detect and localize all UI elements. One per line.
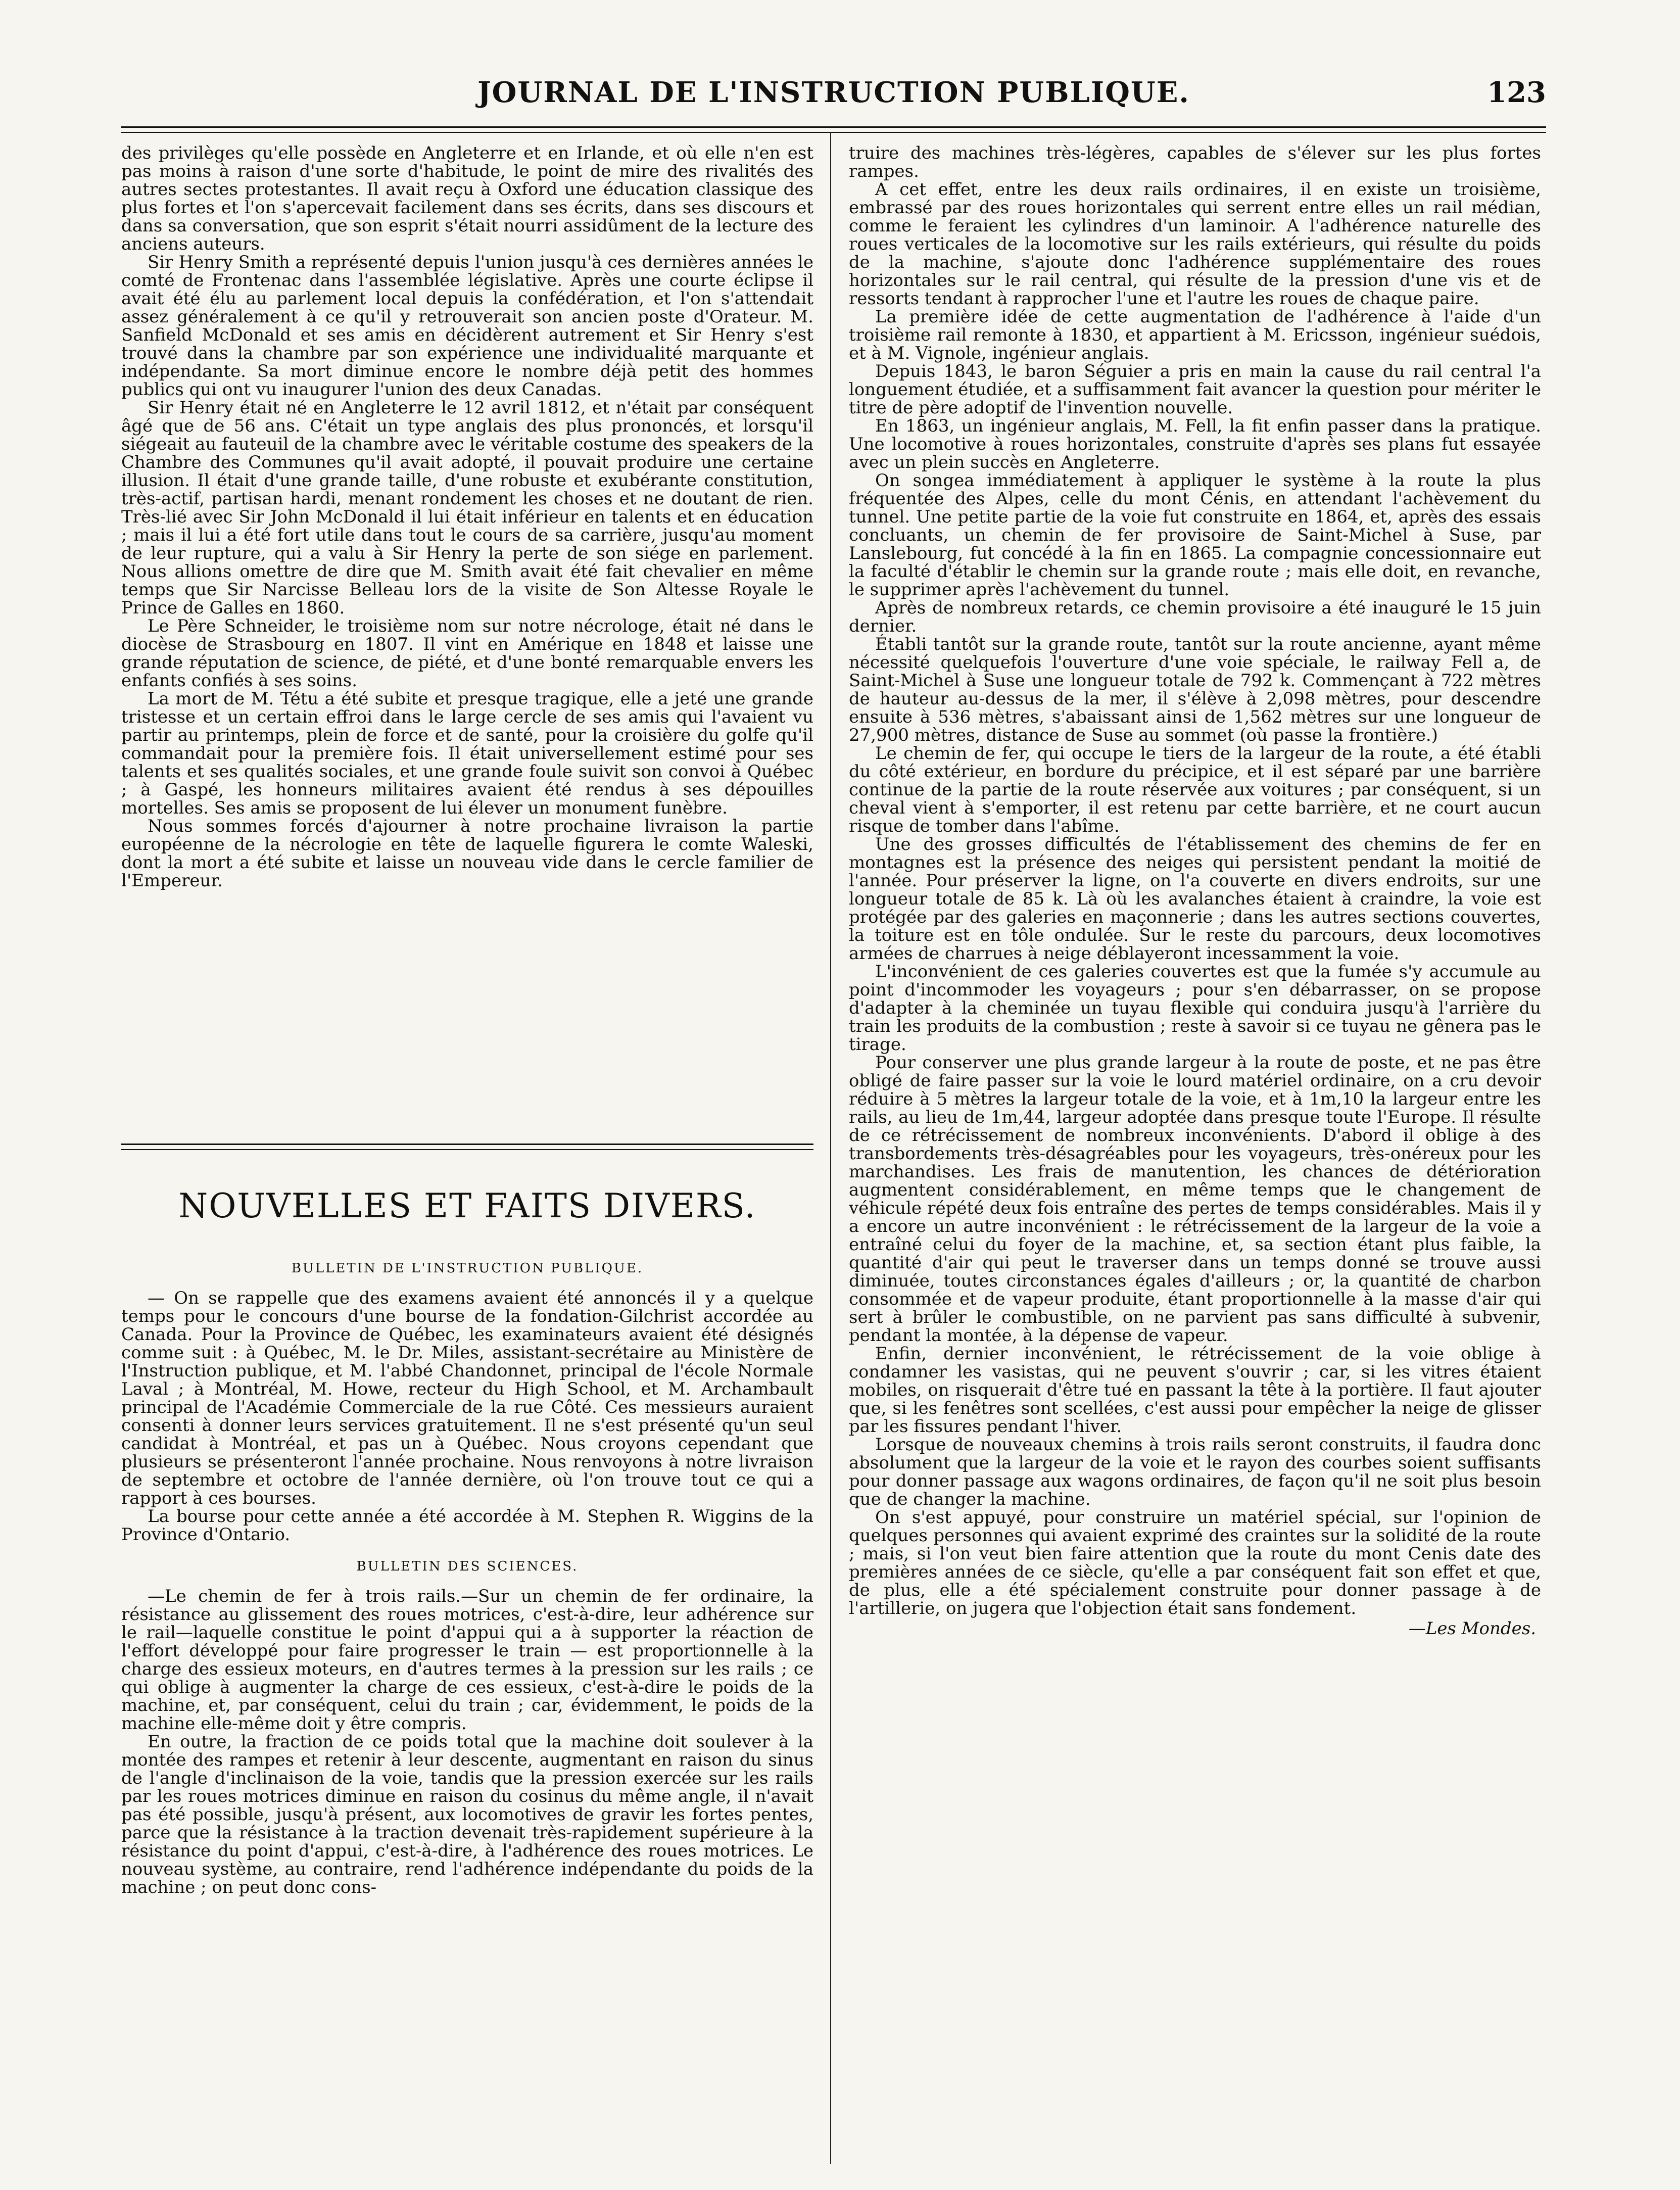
- page-number: 123: [1487, 76, 1546, 109]
- paragraph: On songea immédiatement à appliquer le système à la route la plus fréquentée des Alpes, celle du mont Cénis, en attendant l'achèvement du tunnel. Une petite partie de la voie fut construite en 1864, et, après des essais concluants, un chemin de fer provisoire de Saint-Michel à Suse, par Lanslebourg, fut concédé à la fin en 1865. La compagnie concessionnaire eut la faculté d'établir le chemin sur la grande route ; mais elle doit, en revanche, le supprimer après l'achèvement du tunnel.: [849, 470, 1541, 600]
- paragraph: Enfin, dernier inconvénient, le rétrécissement de la voie oblige à condamner les vasistas, qui ne peuvent s'ouvrir ; car, si les vitres étaient mobiles, on risquerait d'être tué en passant la tête à la portière. Il faut ajouter que, si les fenêtres sont scellées, c'est aussi pour empêcher la neige de glisser par les fissures pendant l'hiver.: [849, 1344, 1541, 1437]
- source-signature: —Les Mondes.: [1408, 1618, 1536, 1639]
- paragraph: Après de nombreux retards, ce chemin provisoire a été inauguré le 15 juin dernier.: [849, 598, 1541, 636]
- paragraph: —Le chemin de fer à trois rails.—Sur un chemin de fer ordinaire, la résistance au glissement des roues motrices, c'est-à-dire, leur adhérence sur le rail—laquelle constitue le point d'appui qui a à supporter la réaction de l'effort développé pour faire progresser le train — est proportionnelle à la charge des essieux moteurs, en d'autres termes à la pression sur les rails ; ce qui oblige à augmenter la charge de ces essieux, c'est-à-dire le poids de la machine, et, par conséquent, celui du train ; car, évidemment, le poids de la machine elle-même doit y être compris.: [121, 1586, 813, 1734]
- page-header: [121, 76, 1546, 116]
- section-rule: [121, 1144, 813, 1150]
- paragraph: Une des grosses difficultés de l'établissement des chemins de fer en montagnes est la présence des neiges qui persistent pendant la moitié de l'année. Pour préserver la ligne, on l'a couverte en divers endroits, sur une longueur totale de 85 k. Là où les avalanches étaient à craindre, la voie est protégée par des galeries en maçonnerie ; dans les autres sections couvertes, la toiture est en tôle ondulée. Sur le reste du parcours, deux locomotives armées de charrues à neige déblayeront incessamment la voie.: [849, 834, 1541, 964]
- paragraph: On s'est appuyé, pour construire un matériel spécial, sur l'opinion de quelques personnes qui avaient exprimé des craintes sur la solidité de la route ; mais, si l'on veut bien faire attention que la route du mont Cenis date des premières années de ce siècle, qu'elle a par conséquent fait son effet et que, de plus, elle a été spécialement construite pour donner passage à de l'artillerie, on jugera que l'objection était sans fondement.: [849, 1507, 1541, 1618]
- header-rule: [121, 126, 1546, 133]
- column-divider: [830, 132, 831, 2164]
- paragraph: — On se rappelle que des examens avaient été annoncés il y a quelque temps pour le concours d'une bourse de la fondation-Gilchrist accordée au Canada. Pour la Province de Québec, les examinateurs avaient été désignés comme suit : à Québec, M. le Dr. Miles, assistant-secrétaire au Ministère de l'Instruction publique, et M. l'abbé Chandonnet, principal de l'école Normale Laval ; à Montréal, M. Howe, recteur du High School, et M. Archambault principal de l'Académie Commerciale de la rue Côté. Ces messieurs auraient consenti à donner leurs services gratuitement. Il ne s'est présenté qu'un seul candidat à Montréal, et pas un à Québec. Nous croyons cependant que plusieurs se présenteront l'année prochaine. Nous renvoyons à notre livraison de septembre et octobre de l'année dernière, où l'on trouve tout ce qui a rapport à ces bourses.: [121, 1288, 813, 1508]
- bulletin-heading: BULLETIN DE L'INSTRUCTION PUBLIQUE.: [291, 1261, 644, 1276]
- three-rail-article: [849, 144, 1541, 2150]
- paragraph: En outre, la fraction de ce poids total que la machine doit soulever à la montée des rampes et retenir à leur descente, augmentant en raison du sinus de l'angle d'inclinaison de la voie, tandis que la pression exercée sur les rails par les roues motrices diminue en raison du cosinus du même angle, il n'avait pas été possible, jusqu'à présent, aux locomotives de gravir les fortes pentes, parce que la résistance à la traction devenait très-rapidement supérieure à la résistance du point d'appui, c'est-à-dire, à l'adhérence des roues motrices. Le nouveau système, au contraire, rend l'adhérence indépendante du poids de la machine ; on peut donc cons-: [121, 1732, 813, 1897]
- right-column: [849, 144, 1541, 2150]
- paragraph: Sir Henry était né en Angleterre le 12 avril 1812, et n'était par conséquent âgé que de 56 ans. C'était un type anglais des plus prononcés, et lorsqu'il siégeait au fauteuil de la chambre avec le véritable costume des speakers de la Chambre des Communes qu'il avait adopté, il pouvait produire une certaine illusion. Il était d'une grande taille, d'une robuste et exubérante constitution, très-actif, partisan hardi, menant rondement les choses et ne doutant de rien. Très-lié avec Sir John McDonald il lui était inférieur en talents et en éducation ; mais il lui a été fort utile dans tout le cours de sa carrière, jusqu'au moment de leur rupture, qui a valu à Sir Henry la perte de son siége en parlement. Nous allions omettre de dire que M. Smith avait été fait chevalier en même temps que Sir Narcisse Belleau lors de la visite de Son Altesse Royale le Prince de Galles en 1860.: [121, 398, 813, 618]
- paragraph: Le Père Schneider, le troisième nom sur notre nécrologe, était né dans le diocèse de Strasbourg en 1807. Il vint en Amérique en 1848 et laisse une grande réputation de science, de piété, et d'une bonté remarquable envers les enfants confiés à ses soins.: [121, 616, 813, 691]
- paragraph: L'inconvénient de ces galeries couvertes est que la fumée s'y accumule au point d'incommoder les voyageurs ; pour s'en débarrasser, on se propose d'adapter à la cheminée un tuyau flexible qui conduira jusqu'à l'arrière du train les produits de la combustion ; reste à savoir si ce tuyau ne gênera pas le tirage.: [849, 962, 1541, 1055]
- paragraph: Sir Henry Smith a représenté depuis l'union jusqu'à ces dernières années le comté de Frontenac dans l'assemblée législative. Après une courte éclipse il avait été élu au parlement local depuis la confédération, et l'on s'attendait assez généralement à ce qu'il y retrouverait son ancien poste d'Orateur. M. Sanfield McDonald et ses amis en décidèrent autrement et Sir Henry s'est trouvé dans la chambre par son expérience une individualité marquante et indépendante. Sa mort diminue encore le nombre déjà petit des hommes publics qui ont vu inaugurer l'union des deux Canadas.: [121, 252, 813, 400]
- paragraph: Établi tantôt sur la grande route, tantôt sur la route ancienne, ayant même nécessité quelquefois l'ouverture d'une voie spéciale, le railway Fell a, de Saint-Michel à Suse une longueur totale de 792 k. Commençant à 722 mètres de hauteur au-dessus de la mer, il s'élève à 2,098 mètres, pour descendre ensuite à 536 mètres, s'abaissant ainsi de 1,562 mètres sur une longueur de 27,900 mètres, distance de Suse au sommet (où passe la frontière.): [849, 634, 1541, 745]
- running-title: JOURNAL DE L'INSTRUCTION PUBLIQUE.: [477, 76, 1190, 109]
- paragraph: La bourse pour cette année a été accordée à M. Stephen R. Wiggins de la Province d'Ontario.: [121, 1506, 813, 1545]
- paragraph: Nous sommes forcés d'ajourner à notre prochaine livraison la partie européenne de la nécrologie en tête de laquelle figurera le comte Waleski, dont la mort a été subite et laisse un nouveau vide dans le cercle familier de l'Empereur.: [121, 816, 813, 891]
- paragraph: Depuis 1843, le baron Séguier a pris en main la cause du rail central l'a longuement étudiée, et a suffisamment fait avancer la question pour mériter le titre de père adoptif de l'invention nouvelle.: [849, 361, 1541, 418]
- paragraph: La mort de M. Tétu a été subite et presque tragique, elle a jeté une grande tristesse et un certain effroi dans le large cercle de ses amis qui l'avaient vu partir au printemps, plein de force et de santé, pour la croisière du golfe qu'il commandait pour la première fois. Il était universellement estimé pour ses talents et ses qualités sociales, et une grande foule suivit son convoi à Québec ; à Gaspé, les honneurs militaires avaient été rendus à ses dépouilles mortelles. Ses amis se proposent de lui élever un monument funèbre.: [121, 689, 813, 818]
- left-column: [121, 144, 813, 2125]
- paragraph: truire des machines très-légères, capables de s'élever sur les plus fortes rampes.: [849, 144, 1541, 181]
- paragraph: La première idée de cette augmentation de l'adhérence à l'aide d'un troisième rail remonte à 1830, et appartient à M. Ericsson, ingénieur suédois, et à M. Vignole, ingénieur anglais.: [849, 307, 1541, 363]
- paragraph: Lorsque de nouveaux chemins à trois rails seront construits, il faudra donc absolument que la largeur de la voie et le rayon des courbes soient suffisants pour donner passage aux wagons ordinaires, de façon qu'il ne soit plus besoin que de changer la machine.: [849, 1435, 1541, 1509]
- bulletin-heading: BULLETIN DES SCIENCES.: [356, 1559, 579, 1574]
- paragraph: Le chemin de fer, qui occupe le tiers de la largeur de la route, a été établi du côté extérieur, en bordure du précipice, et il est séparé par une barrière continue de la partie de la route réservée aux voitures ; par conséquent, si un cheval vient à s'emporter, il est retenu par cette barrière, et ne court aucun risque de tomber dans l'abîme.: [849, 743, 1541, 836]
- paragraph: Pour conserver une plus grande largeur à la route de poste, et ne pas être obligé de faire passer sur la voie le lourd matériel ordinaire, on a cru devoir réduire à 5 mètres la largeur totale de la voie, et à 1m,10 la largeur entre les rails, au lieu de 1m,44, largeur adoptée dans presque toute l'Europe. Il résulte de ce rétrécissement de nombreux inconvénients. D'abord il oblige à des transbordements très-désagréables pour les voyageurs, très-onéreux pour les marchandises. Les frais de manutention, les chances de détérioration augmentent considérablement, en même temps que le changement de véhicule répété deux fois entraîne des pertes de temps considérables. Mais il y a encore un autre inconvénient : le rétrécissement de la largeur de la voie a entraîné celui du foyer de la machine, et, sa section étant plus faible, la quantité d'air qui peut le traverser dans un temps donné se trouve aussi diminuée, toutes circonstances égales d'ailleurs ; or, la quantité de charbon consommée et de vapeur produite, étant proportionnelle à la masse d'air qui sert à brûler le combustible, on ne parvient pas sans difficulté à subvenir, pendant la montée, à la dépense de vapeur.: [849, 1053, 1541, 1346]
- paragraph: A cet effet, entre les deux rails ordinaires, il en existe un troisième, embrassé par des roues horizontales qui serrent entre elles un rail médian, comme le feraient les cylindres d'un laminoir. A l'adhérence naturelle des roues verticales de la locomotive sur les rails extérieurs, qui résulte du poids de la machine, s'ajoute donc l'adhérence supplémentaire des roues horizontales sur le rail central, qui résulte de la pression d'une vis et de ressorts tendant à rapprocher l'une et l'autre les roues de chaque paire.: [849, 179, 1541, 309]
- section-title: NOUVELLES ET FAITS DIVERS.: [178, 1186, 756, 1225]
- paragraph: En 1863, un ingénieur anglais, M. Fell, la fit enfin passer dans la pratique. Une locomotive à roues horizontales, construite d'après ses plans fut essayée avec un plein succès en Angleterre.: [849, 416, 1541, 472]
- news-section: [121, 1256, 813, 2125]
- paragraph: des privilèges qu'elle possède en Angleterre et en Irlande, et où elle n'en est pas moins à raison d'une sorte d'habitude, le point de mire des rivalités des autres sectes protestantes. Il avait reçu à Oxford une éducation classique des plus fortes et l'on s'apercevait facilement dans ses écrits, dans ses discours et dans sa conversation, que son esprit s'était nourri assidûment de la lecture des anciens auteurs.: [121, 144, 813, 254]
- necrology-continuation: [121, 144, 813, 1129]
